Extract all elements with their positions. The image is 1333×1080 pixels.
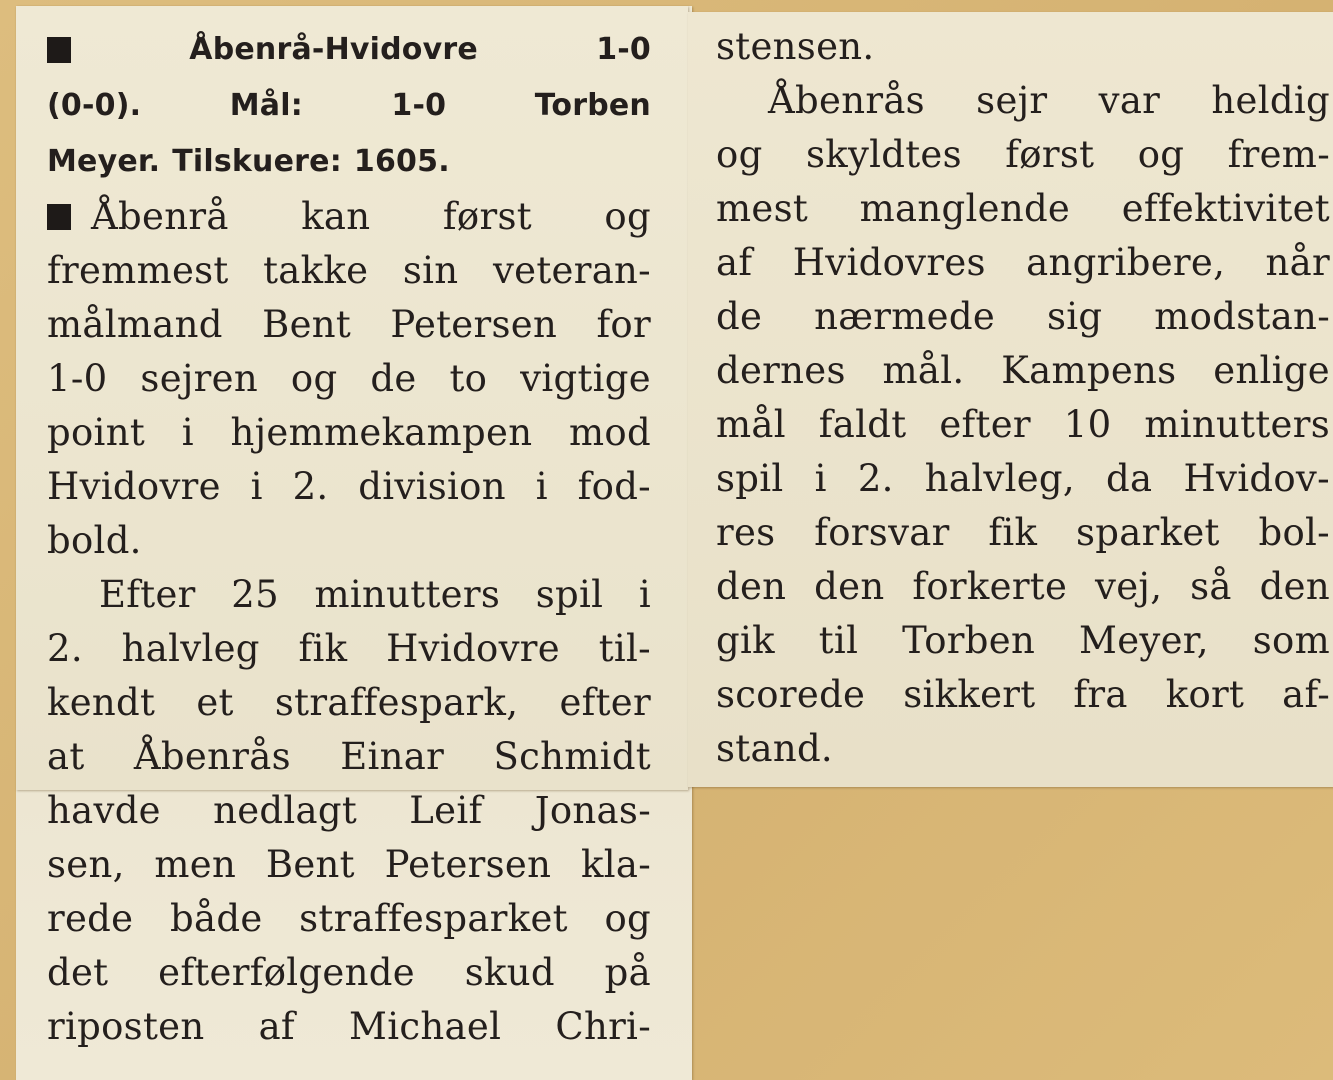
- word: så: [1190, 565, 1232, 608]
- text-line: [47, 406, 651, 460]
- word: sparket: [1076, 511, 1220, 554]
- text-line: [716, 722, 1330, 776]
- word: fik: [298, 627, 348, 670]
- text-line: [716, 560, 1330, 614]
- word: først: [1005, 133, 1095, 176]
- article-headline: [47, 22, 651, 190]
- word: mål: [716, 403, 786, 446]
- word: i: [638, 573, 651, 616]
- text-line: [47, 946, 651, 1000]
- word: af: [716, 241, 753, 284]
- word: 2.: [857, 457, 894, 500]
- left-column-body: [47, 190, 651, 1054]
- word: 25: [231, 573, 279, 616]
- word: sen,: [47, 843, 125, 886]
- word: to: [449, 357, 488, 400]
- word: Torben: [902, 619, 1036, 662]
- word: i: [814, 457, 827, 500]
- right-column-body: [716, 20, 1330, 776]
- headline-line-1: [47, 22, 651, 78]
- word: straffesparket: [299, 897, 568, 940]
- word: fra: [1073, 673, 1128, 716]
- word: og: [290, 357, 338, 400]
- word: Petersen: [390, 303, 558, 346]
- headline-word: (0-0).: [47, 88, 142, 123]
- word: takke: [263, 249, 369, 292]
- word: point: [47, 411, 145, 454]
- word: bold.: [47, 519, 142, 562]
- word: af: [258, 1005, 295, 1048]
- word: res: [716, 511, 776, 554]
- word: sig: [1046, 295, 1103, 338]
- word: veteran-: [492, 249, 651, 292]
- word: division: [358, 465, 506, 508]
- word: efter: [939, 403, 1031, 446]
- word: kan: [301, 195, 371, 238]
- word: og: [604, 897, 651, 940]
- word: Michael: [349, 1005, 502, 1048]
- word: mest: [716, 187, 809, 230]
- word: 10: [1063, 403, 1112, 446]
- word: vej,: [1095, 565, 1163, 608]
- word: heldig: [1211, 79, 1330, 122]
- headline-word: 1605.: [353, 144, 450, 179]
- word: kendt: [47, 681, 156, 724]
- text-line: [716, 398, 1330, 452]
- word: i: [181, 411, 194, 454]
- word: efter: [559, 681, 651, 724]
- word: frem-: [1227, 133, 1330, 176]
- word: skud: [464, 951, 555, 994]
- word: nedlagt: [213, 789, 358, 832]
- headline-word: Tilskuere:: [172, 144, 342, 179]
- word: rede: [47, 897, 134, 940]
- word: de: [716, 295, 763, 338]
- word: havde: [47, 789, 161, 832]
- word: var: [1098, 79, 1161, 122]
- word: kort: [1165, 673, 1245, 716]
- word: forkerte: [912, 565, 1068, 608]
- word: Hvidovre: [47, 465, 221, 508]
- word: til: [818, 619, 859, 662]
- headline-word: 1-0: [596, 32, 651, 67]
- word: Bent: [265, 843, 355, 886]
- word: forsvar: [814, 511, 950, 554]
- word: og: [716, 133, 763, 176]
- right-column: [716, 20, 1330, 776]
- word: halvleg,: [924, 457, 1075, 500]
- word: spil: [716, 457, 784, 500]
- word: Bent: [262, 303, 352, 346]
- word: sikkert: [903, 673, 1036, 716]
- text-line: [47, 622, 651, 676]
- word: Efter: [99, 573, 196, 616]
- word: et: [196, 681, 234, 724]
- word: det: [47, 951, 109, 994]
- text-line: [47, 838, 651, 892]
- text-line: [716, 74, 1330, 128]
- word: Schmidt: [493, 735, 651, 778]
- text-line: [716, 452, 1330, 506]
- word: til-: [598, 627, 651, 670]
- word: modstan-: [1154, 295, 1330, 338]
- word: hjemmekampen: [230, 411, 533, 454]
- headline-line-3: [47, 134, 651, 190]
- word: stand.: [716, 727, 833, 770]
- word: Jonas-: [534, 789, 651, 832]
- word: Kampens: [1001, 349, 1177, 392]
- word: i: [250, 465, 263, 508]
- headline-word: Torben: [534, 88, 651, 123]
- word: straffespark,: [274, 681, 519, 724]
- word: den: [814, 565, 885, 608]
- headline-word: 1-0: [391, 88, 447, 123]
- word: gik: [716, 619, 775, 662]
- word: og: [604, 195, 651, 238]
- text-line: [47, 352, 651, 406]
- word: men: [154, 843, 237, 886]
- text-line: [47, 676, 651, 730]
- text-line: [47, 1000, 651, 1054]
- word: Åbenrås: [768, 79, 925, 122]
- word: efterfølgende: [158, 951, 415, 994]
- word: riposten: [47, 1005, 205, 1048]
- word: først: [442, 195, 532, 238]
- word: Leif: [409, 789, 483, 832]
- word: Hvidovre: [386, 627, 560, 670]
- text-line: [716, 128, 1330, 182]
- word: målmand: [47, 303, 223, 346]
- word: som: [1252, 619, 1330, 662]
- word: sejren: [140, 357, 258, 400]
- word: at: [47, 735, 85, 778]
- word: scorede: [716, 673, 866, 716]
- word: 2.: [292, 465, 329, 508]
- word: da: [1106, 457, 1153, 500]
- word: sin: [402, 249, 459, 292]
- word: angribere,: [1026, 241, 1226, 284]
- word: minutters: [314, 573, 501, 616]
- word: spil: [535, 573, 604, 616]
- text-line: [47, 460, 651, 514]
- word: enlige: [1213, 349, 1330, 392]
- word: fik: [988, 511, 1038, 554]
- word: skyldtes: [805, 133, 962, 176]
- word: for: [596, 303, 651, 346]
- text-line: [47, 190, 651, 244]
- word: mod: [569, 411, 651, 454]
- word: halvleg: [121, 627, 260, 670]
- word: Åbenrås: [133, 735, 291, 778]
- word: nærmede: [814, 295, 996, 338]
- text-line: [47, 244, 651, 298]
- word: den: [716, 565, 787, 608]
- word: både: [169, 897, 263, 940]
- text-line: [716, 236, 1330, 290]
- word: effektivitet: [1121, 187, 1330, 230]
- left-column: [47, 22, 651, 1054]
- text-line: [716, 614, 1330, 668]
- word: Meyer,: [1079, 619, 1209, 662]
- word: stensen.: [716, 25, 875, 68]
- bullet-square-icon: [47, 37, 71, 63]
- text-line: [716, 290, 1330, 344]
- headline-line-2: [47, 78, 651, 134]
- word: dernes: [716, 349, 846, 392]
- headline-word: Meyer.: [47, 144, 161, 179]
- word: i: [535, 465, 548, 508]
- text-line: [716, 668, 1330, 722]
- text-line: [47, 298, 651, 352]
- text-line: [47, 514, 651, 568]
- text-line: [47, 784, 651, 838]
- word: sejr: [976, 79, 1048, 122]
- word: den: [1259, 565, 1330, 608]
- text-line: [716, 20, 1330, 74]
- word: kla-: [580, 843, 651, 886]
- word: Petersen: [384, 843, 552, 886]
- word: bol-: [1258, 511, 1330, 554]
- word: vigtige: [520, 357, 651, 400]
- word: fremmest: [47, 249, 229, 292]
- word: 2.: [47, 627, 83, 670]
- word: 1-0: [47, 357, 108, 400]
- word: Chri-: [555, 1005, 651, 1048]
- word: fod-: [577, 465, 651, 508]
- word: manglende: [859, 187, 1071, 230]
- word: når: [1265, 241, 1330, 284]
- text-line: [716, 344, 1330, 398]
- text-line: [47, 730, 651, 784]
- text-line: [47, 568, 651, 622]
- text-line: [47, 892, 651, 946]
- word: og: [1137, 133, 1185, 176]
- headline-word: Åbenrå-Hvidovre: [189, 32, 478, 67]
- word: Åbenrå: [91, 195, 229, 238]
- text-line: [716, 182, 1330, 236]
- headline-word: Mål:: [229, 88, 303, 123]
- word: Hvidovres: [792, 241, 986, 284]
- word: de: [370, 357, 417, 400]
- text-line: [716, 506, 1330, 560]
- word: minutters: [1144, 403, 1330, 446]
- word: af-: [1282, 673, 1330, 716]
- bullet-square-icon: [47, 204, 71, 230]
- word: på: [604, 951, 651, 994]
- word: Hvidov-: [1183, 457, 1330, 500]
- word: faldt: [818, 403, 907, 446]
- word: mål.: [882, 349, 965, 392]
- word: Einar: [340, 735, 445, 778]
